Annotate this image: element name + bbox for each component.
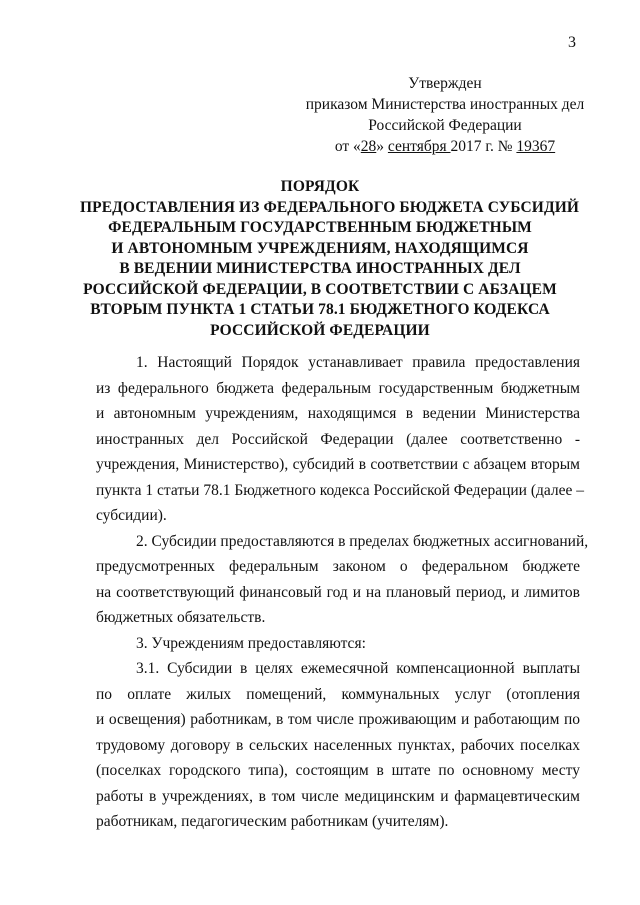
paragraph-1 (96, 350, 585, 529)
text-line: работникам, педагогическим работникам (учителям). (96, 813, 449, 830)
document-body (96, 350, 589, 835)
title-line: И АВТОНОМНЫМ УЧРЕЖДЕНИЯМ, НАХОДЯЩИМСЯ (111, 239, 529, 257)
text-line: работы в учреждениях, в том числе медицинским и фармацевтическим (96, 787, 580, 805)
order-number: 19367 (516, 138, 556, 155)
date-mid: » (376, 138, 388, 155)
title-heading: ПОРЯДОК (280, 178, 360, 195)
date-month: сентября (387, 138, 451, 155)
text-line: из федерального бюджета федеральным государственным бюджетным (96, 379, 580, 397)
title-line: ФЕДЕРАЛЬНЫМ ГОСУДАРСТВЕННЫМ БЮДЖЕТНЫМ (108, 219, 532, 236)
approval-line-federation: Российской Федерации (368, 117, 522, 134)
approval-line-approved: Утвержден (408, 75, 482, 92)
text-line: 2. Субсидии предоставляются в пределах бюджетных ассигнований, (136, 532, 589, 550)
text-line: (поселках городского типа), состоящим в штате по основному месту (96, 762, 580, 779)
text-line: 3. Учреждениям предоставляются: (136, 634, 366, 652)
paragraph-3-1 (96, 656, 580, 835)
page-number: 3 (568, 34, 576, 51)
title-line: РОССИЙСКОЙ ФЕДЕРАЦИИ (210, 321, 430, 339)
title-line: РОССИЙСКОЙ ФЕДЕРАЦИИ, В СООТВЕТСТВИИ С АБЗАЦЕМ (83, 280, 557, 298)
approval-stamp (300, 73, 590, 157)
date-prefix: от « (334, 138, 361, 155)
text-line: и освещения) работникам, в том числе проживающим и работающим по (96, 711, 580, 728)
title-line: В ВЕДЕНИИ МИНИСТЕРСТВА ИНОСТРАННЫХ ДЕЛ (119, 260, 521, 277)
approval-line-date (300, 136, 590, 157)
document-title (80, 177, 580, 341)
title-line: ПРЕДОСТАВЛЕНИЯ ИЗ ФЕДЕРАЛЬНОГО БЮДЖЕТА СУБСИДИЙ (80, 198, 580, 216)
paragraph-2 (96, 529, 589, 631)
date-day: 28 (360, 138, 377, 155)
text-line: 3.1. Субсидии в целях ежемесячной компенсационной выплаты (136, 660, 580, 677)
text-line: бюджетных обязательств. (96, 609, 266, 626)
text-line: трудовому договору в сельских населенных пунктах, рабочих поселках (96, 736, 580, 754)
text-line: учреждения, Министерство), субсидий в соответствии с абзацем вторым (96, 456, 580, 473)
text-line: на соответствующий финансовый год и на плановый период, и лимитов (96, 583, 580, 601)
text-line: предусмотренных федеральным законом о федеральном бюджете (96, 558, 580, 575)
text-line: пункта 1 статьи 78.1 Бюджетного кодекса Российской Федерации (далее – (96, 481, 585, 499)
date-year: 2017 г. № (450, 138, 517, 155)
paragraph-3 (96, 631, 580, 657)
text-line: по оплате жилых помещений, коммунальных услуг (отопления (96, 685, 580, 703)
approval-line-order: приказом Министерства иностранных дел (305, 96, 585, 113)
text-line: иностранных дел Российской Федерации (далее соответственно - (96, 430, 580, 448)
title-line: ВТОРЫМ ПУНКТА 1 СТАТЬИ 78.1 БЮДЖЕТНОГО КОДЕКСА (90, 301, 550, 318)
text-line: и автономным учреждениям, находящимся в ведении Министерства (96, 405, 580, 422)
text-line: субсидии). (96, 507, 167, 524)
text-line: 1. Настоящий Порядок устанавливает правила предоставления (136, 354, 580, 371)
